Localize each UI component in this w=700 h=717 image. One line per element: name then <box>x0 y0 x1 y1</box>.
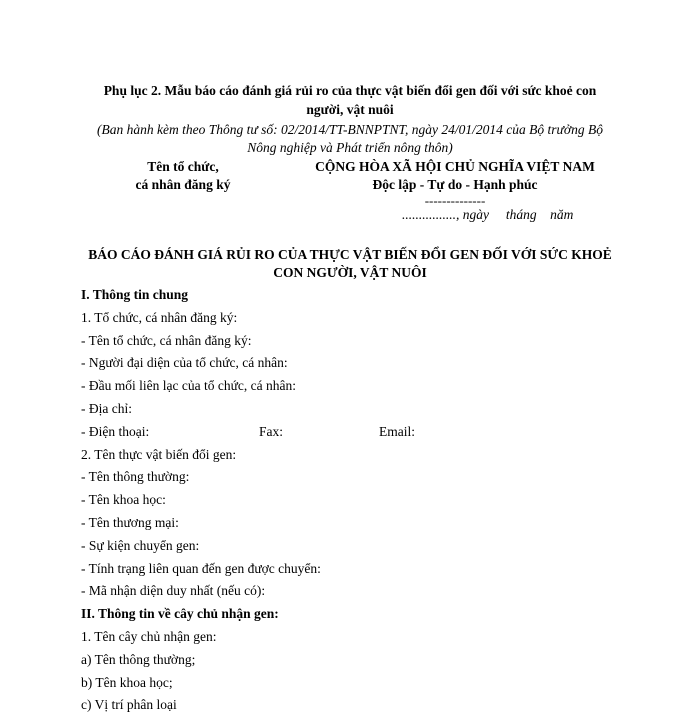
section-2-heading: II. Thông tin về cây chủ nhận gen: <box>81 606 279 622</box>
list-item: a) Tên thông thường; <box>81 651 196 667</box>
list-item: 1. Tên cây chủ nhận gen: <box>81 628 217 644</box>
list-item: c) Vị trí phân loại <box>81 697 177 713</box>
list-item: - Đầu mối liên lạc của tổ chức, cá nhân: <box>81 378 296 394</box>
report-title-line-2: CON NGƯỜI, VẬT NUÔI <box>273 265 427 280</box>
list-item: 1. Tổ chức, cá nhân đăng ký: <box>81 309 238 325</box>
list-item: - Mã nhận diện duy nhất (nếu có): <box>81 583 266 599</box>
organization-label <box>98 158 268 194</box>
list-item: 2. Tên thực vật biến đổi gen: <box>81 446 237 462</box>
email-label: Email: <box>379 423 415 439</box>
list-item: - Sự kiện chuyển gen: <box>81 537 200 553</box>
report-title <box>70 246 630 282</box>
motto-divider: -------------- <box>424 193 486 208</box>
section-1-heading: I. Thông tin chung <box>81 287 189 302</box>
report-title-line-1: BÁO CÁO ĐÁNH GIÁ RỦI RO CỦA THỰC VẬT BIẾN ĐỔI GEN ĐỐI VỚI SỨC KHOẺ <box>88 247 612 262</box>
organization-label-line-1: Tên tổ chức, <box>147 159 219 174</box>
list-item: - Tên thông thường: <box>81 469 190 485</box>
appendix-title <box>80 81 620 119</box>
phone-label: - Điện thoại: <box>81 423 150 439</box>
list-item: - Địa chỉ: <box>81 400 132 416</box>
list-item: - Người đại diện của tổ chức, cá nhân: <box>81 355 288 371</box>
date-line: ................, ngày tháng năm <box>402 207 574 222</box>
list-item: - Tên tổ chức, cá nhân đăng ký: <box>81 332 252 348</box>
issued-note <box>80 121 620 157</box>
issued-note-line-2: Nông nghiệp và Phát triển nông thôn) <box>247 140 453 155</box>
country-name: CỘNG HÒA XÃ HỘI CHỦ NGHĨA VIỆT NAM <box>315 159 595 174</box>
report-body <box>81 284 641 717</box>
fax-label: Fax: <box>259 423 284 439</box>
appendix-title-line-1: Phụ lục 2. Mẫu báo cáo đánh giá rủi ro của thực vật biến đổi gen đối với sức khoẻ con <box>103 83 597 98</box>
list-item: - Tính trạng liên quan đến gen được chuyển: <box>81 560 321 576</box>
issued-note-line-1: (Ban hành kèm theo Thông tư số: 02/2014/TT-BNNPTNT, ngày 24/01/2014 của Bộ trưởng Bộ <box>97 122 603 137</box>
phone-fax-email-row <box>81 421 641 444</box>
national-motto <box>270 158 640 208</box>
appendix-title-line-2: người, vật nuôi <box>306 102 394 117</box>
motto: Độc lập - Tự do - Hạnh phúc <box>372 177 538 192</box>
organization-label-line-2: cá nhân đăng ký <box>135 177 231 192</box>
list-item: - Tên thương mại: <box>81 514 179 530</box>
list-item: b) Tên khoa học; <box>81 674 173 690</box>
list-item: - Tên khoa học: <box>81 492 166 508</box>
